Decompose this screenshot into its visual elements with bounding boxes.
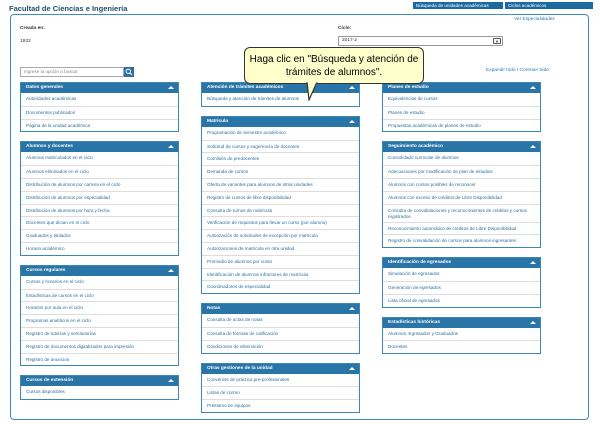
panel-items: [21, 386, 178, 399]
menu-link[interactable]: Autorizaciones de matrícula en otra unidad: [202, 242, 359, 255]
panel-title: Notas: [207, 306, 221, 312]
panel-items: [383, 152, 540, 247]
menu-link[interactable]: Simulación de egresados: [388, 271, 440, 277]
panel-items: [21, 93, 178, 131]
menu-link[interactable]: Docentes que dictan en el ciclo: [21, 216, 178, 229]
panel-estadisticas-historicas: [382, 317, 541, 355]
menu-link[interactable]: Planes de estudio: [383, 106, 540, 119]
menu-link[interactable]: Registro de tutorías y semitutorías: [21, 327, 178, 340]
created-label: Creada en:: [20, 26, 45, 31]
panel-cursos-de-extension: [20, 375, 179, 400]
menu-link[interactable]: Identificación de alumnos infractores de matrícula: [202, 268, 359, 281]
menu-link[interactable]: Lista oficial de egresados: [383, 294, 540, 307]
search-icon: [124, 67, 134, 77]
cycle-label: Ciclo:: [338, 26, 352, 31]
panel-header[interactable]: [202, 83, 359, 93]
menu-link[interactable]: Registro de anuncios: [21, 353, 178, 366]
panel-header[interactable]: [383, 142, 540, 152]
callout-pointer: [306, 82, 320, 101]
menu-link[interactable]: Equivalencias de cursos: [388, 96, 438, 101]
expand-collapse-links[interactable]: Expandir todo / Contraer todo: [486, 68, 549, 73]
menu-link[interactable]: Consolidado curricular de alumnos: [388, 155, 459, 161]
collapse-icon[interactable]: [349, 307, 355, 310]
menu-link[interactable]: Cursos y horarios en el ciclo: [26, 278, 84, 284]
cycle-select-value: 2017-2: [342, 38, 357, 43]
menu-link[interactable]: Préstamo de equipos: [202, 399, 359, 412]
menu-link[interactable]: Programas analíticos en el ciclo: [21, 314, 178, 327]
menu-link[interactable]: Registro de cursos de libre disponibilidad: [202, 191, 359, 204]
panel-title: Planes de estudio: [388, 85, 429, 90]
panel-header[interactable]: [202, 304, 359, 314]
panel-identificacion-de-egresados: [382, 257, 541, 307]
panel-title: Cursos de extensión: [26, 378, 74, 384]
panel-header[interactable]: [383, 318, 540, 328]
menu-link[interactable]: Comisión de predocentes: [202, 152, 359, 165]
panel-header[interactable]: [21, 376, 178, 386]
menu-link[interactable]: Verificación de requisitos para llevar un curso (por alumno): [202, 216, 359, 229]
collapse-icon[interactable]: [349, 86, 355, 89]
menu-link[interactable]: Generación de egresados: [383, 281, 540, 294]
menu-link[interactable]: Autoridades académicas: [26, 96, 77, 101]
cycle-select[interactable]: [338, 36, 503, 46]
panel-items: [383, 328, 540, 354]
panel-title: Seguimiento académico: [388, 144, 443, 150]
panel-items: [202, 127, 359, 293]
menu-link[interactable]: Alumnos, Egresados y Graduados: [388, 330, 458, 336]
menu-link[interactable]: Coordinadores de especialidad: [202, 280, 359, 293]
menu-link[interactable]: Listas de correo: [202, 386, 359, 399]
created-value: 1933: [20, 39, 31, 44]
panel-title: Estadísticas históricas: [388, 319, 440, 325]
menu-link[interactable]: Docentes: [383, 340, 540, 353]
panel-header[interactable]: [202, 117, 359, 127]
panel-header[interactable]: [21, 142, 178, 152]
instruction-callout: Haga clic en "Búsqueda y atención de trámites de alumnos".: [244, 47, 424, 84]
collapse-icon[interactable]: [168, 86, 174, 89]
panel-items: [21, 276, 178, 366]
collapse-icon[interactable]: [530, 261, 536, 264]
menu-link[interactable]: Promedio de alumnos por curso: [202, 255, 359, 268]
panel-items: [202, 314, 359, 352]
panel-title: Otras gestiones de la unidad: [207, 365, 273, 371]
menu-link[interactable]: Registro de convalidación de cursos para alumnos ingresantes: [383, 234, 540, 247]
menu-link[interactable]: Alumnos eliminados en el ciclo: [21, 165, 178, 178]
collapse-icon[interactable]: [349, 120, 355, 123]
panel-items: [21, 152, 178, 254]
tab-search-units[interactable]: Búsqueda de unidades académicas: [413, 2, 503, 9]
chevron-down-icon: ▾: [493, 38, 501, 44]
menu-link[interactable]: Graduados y titulados: [21, 229, 178, 242]
panel-title: Atención de trámites académicos: [207, 85, 284, 90]
panel-title: Matrícula: [207, 118, 229, 124]
panel-items: [383, 93, 540, 131]
menu-link[interactable]: Consulta de convalidaciones y reconocimientos de créditos y cursos registrados: [383, 204, 540, 222]
panel-items: [383, 268, 540, 306]
menu-link[interactable]: Solicitud de cursos y sugerencia de docentes: [202, 140, 359, 153]
menu-link[interactable]: Horario académico: [21, 242, 178, 255]
collapse-icon[interactable]: [168, 145, 174, 148]
menu-link[interactable]: Consulta de fórmula de calificación: [202, 327, 359, 340]
panel-title: Alumnos y docentes: [26, 144, 73, 150]
panel-title: Datos generales: [26, 85, 64, 90]
menu-link[interactable]: Consulta de actas de notas: [207, 317, 263, 323]
search-input[interactable]: Ingrese la opción a buscar: [20, 67, 124, 77]
panel-items: [202, 374, 359, 412]
panel-otras-gestiones-de-la-unidad: [201, 363, 360, 413]
menu-link[interactable]: Documentos publicados: [21, 106, 178, 119]
menu-link[interactable]: Página de la unidad académica: [21, 119, 178, 132]
menu-link[interactable]: Programación de semestre académico: [207, 129, 286, 135]
menu-link[interactable]: Oferta de vacantes para alumnos de otras unidades: [202, 178, 359, 191]
menu-link[interactable]: Condiciones de eliminación: [202, 340, 359, 353]
panel-seguimiento-academico: [382, 141, 541, 248]
menu-link[interactable]: Registro de documentos digitalizados para impresión: [21, 340, 178, 353]
panel-notas: [201, 303, 360, 353]
tab-academic-cycles[interactable]: Ciclos académicos: [505, 2, 593, 9]
menu-link[interactable]: Alumnos matriculados en el ciclo: [26, 155, 93, 161]
menu-link[interactable]: Consulta de turnos de matrícula: [202, 204, 359, 217]
menu-link[interactable]: Convenios de práctica pre-profesionales: [207, 376, 290, 382]
menu-link[interactable]: Distribución de alumnos por especialidad: [21, 191, 178, 204]
panel-header[interactable]: [21, 83, 178, 93]
panel-header[interactable]: [21, 266, 178, 276]
collapse-icon[interactable]: [168, 269, 174, 272]
panel-title: Identificación de egresados: [388, 260, 452, 266]
collapse-icon[interactable]: [530, 86, 536, 89]
menu-link[interactable]: Distribución de alumnos por carrera en el ciclo: [21, 178, 178, 191]
panel-planes-de-estudio: [382, 82, 541, 132]
collapse-icon[interactable]: [530, 321, 536, 324]
menu-link[interactable]: Adecuaciones por modificación de plan de estudios: [383, 165, 540, 178]
panel-header[interactable]: [383, 258, 540, 268]
panel-items: [202, 93, 359, 106]
panel-header[interactable]: [202, 364, 359, 374]
menu-link[interactable]: Búsqueda y atención de trámites de alumnos: [207, 96, 299, 101]
panel-cursos-regulares: [20, 265, 179, 367]
menu-link[interactable]: Propuestas académicas de planes de estudio: [383, 119, 540, 132]
panel-header[interactable]: [383, 83, 540, 93]
app-title: Facultad de Ciencias e Ingeniería: [9, 4, 128, 13]
collapse-icon[interactable]: [349, 367, 355, 370]
collapse-icon[interactable]: [168, 379, 174, 382]
menu-link[interactable]: Reconocimiento automático de créditos de Libre Disponibilidad: [383, 222, 540, 235]
menu-link[interactable]: Autorización de solicitudes de excepción por matrícula: [202, 229, 359, 242]
panel-atencion-de-tramites-academicos: [201, 82, 360, 107]
menu-link[interactable]: Demanda de cursos: [202, 165, 359, 178]
panel-title: Cursos regulares: [26, 267, 66, 273]
menu-link[interactable]: Estadísticas de cursos en el ciclo: [21, 289, 178, 302]
menu-link[interactable]: Distribución de alumnos por hora y fecha: [21, 204, 178, 217]
menu-link[interactable]: Alumnos con cursos posibles de reconocer: [383, 178, 540, 191]
top-bar: [0, 0, 600, 14]
panel-matricula: [201, 116, 360, 294]
menu-link[interactable]: Alumnos con exceso de créditos de Libre Disponibilidad: [383, 191, 540, 204]
search-button[interactable]: [124, 67, 134, 77]
collapse-icon[interactable]: [530, 145, 536, 148]
panel-alumnos-y-docentes: [20, 141, 179, 255]
view-specialties-link[interactable]: Ver Especialidades: [514, 17, 555, 22]
panel-datos-generales: [20, 82, 179, 132]
menu-link[interactable]: Cursos disponibles: [26, 389, 65, 395]
menu-link[interactable]: Horarios por aula en el ciclo: [21, 301, 178, 314]
